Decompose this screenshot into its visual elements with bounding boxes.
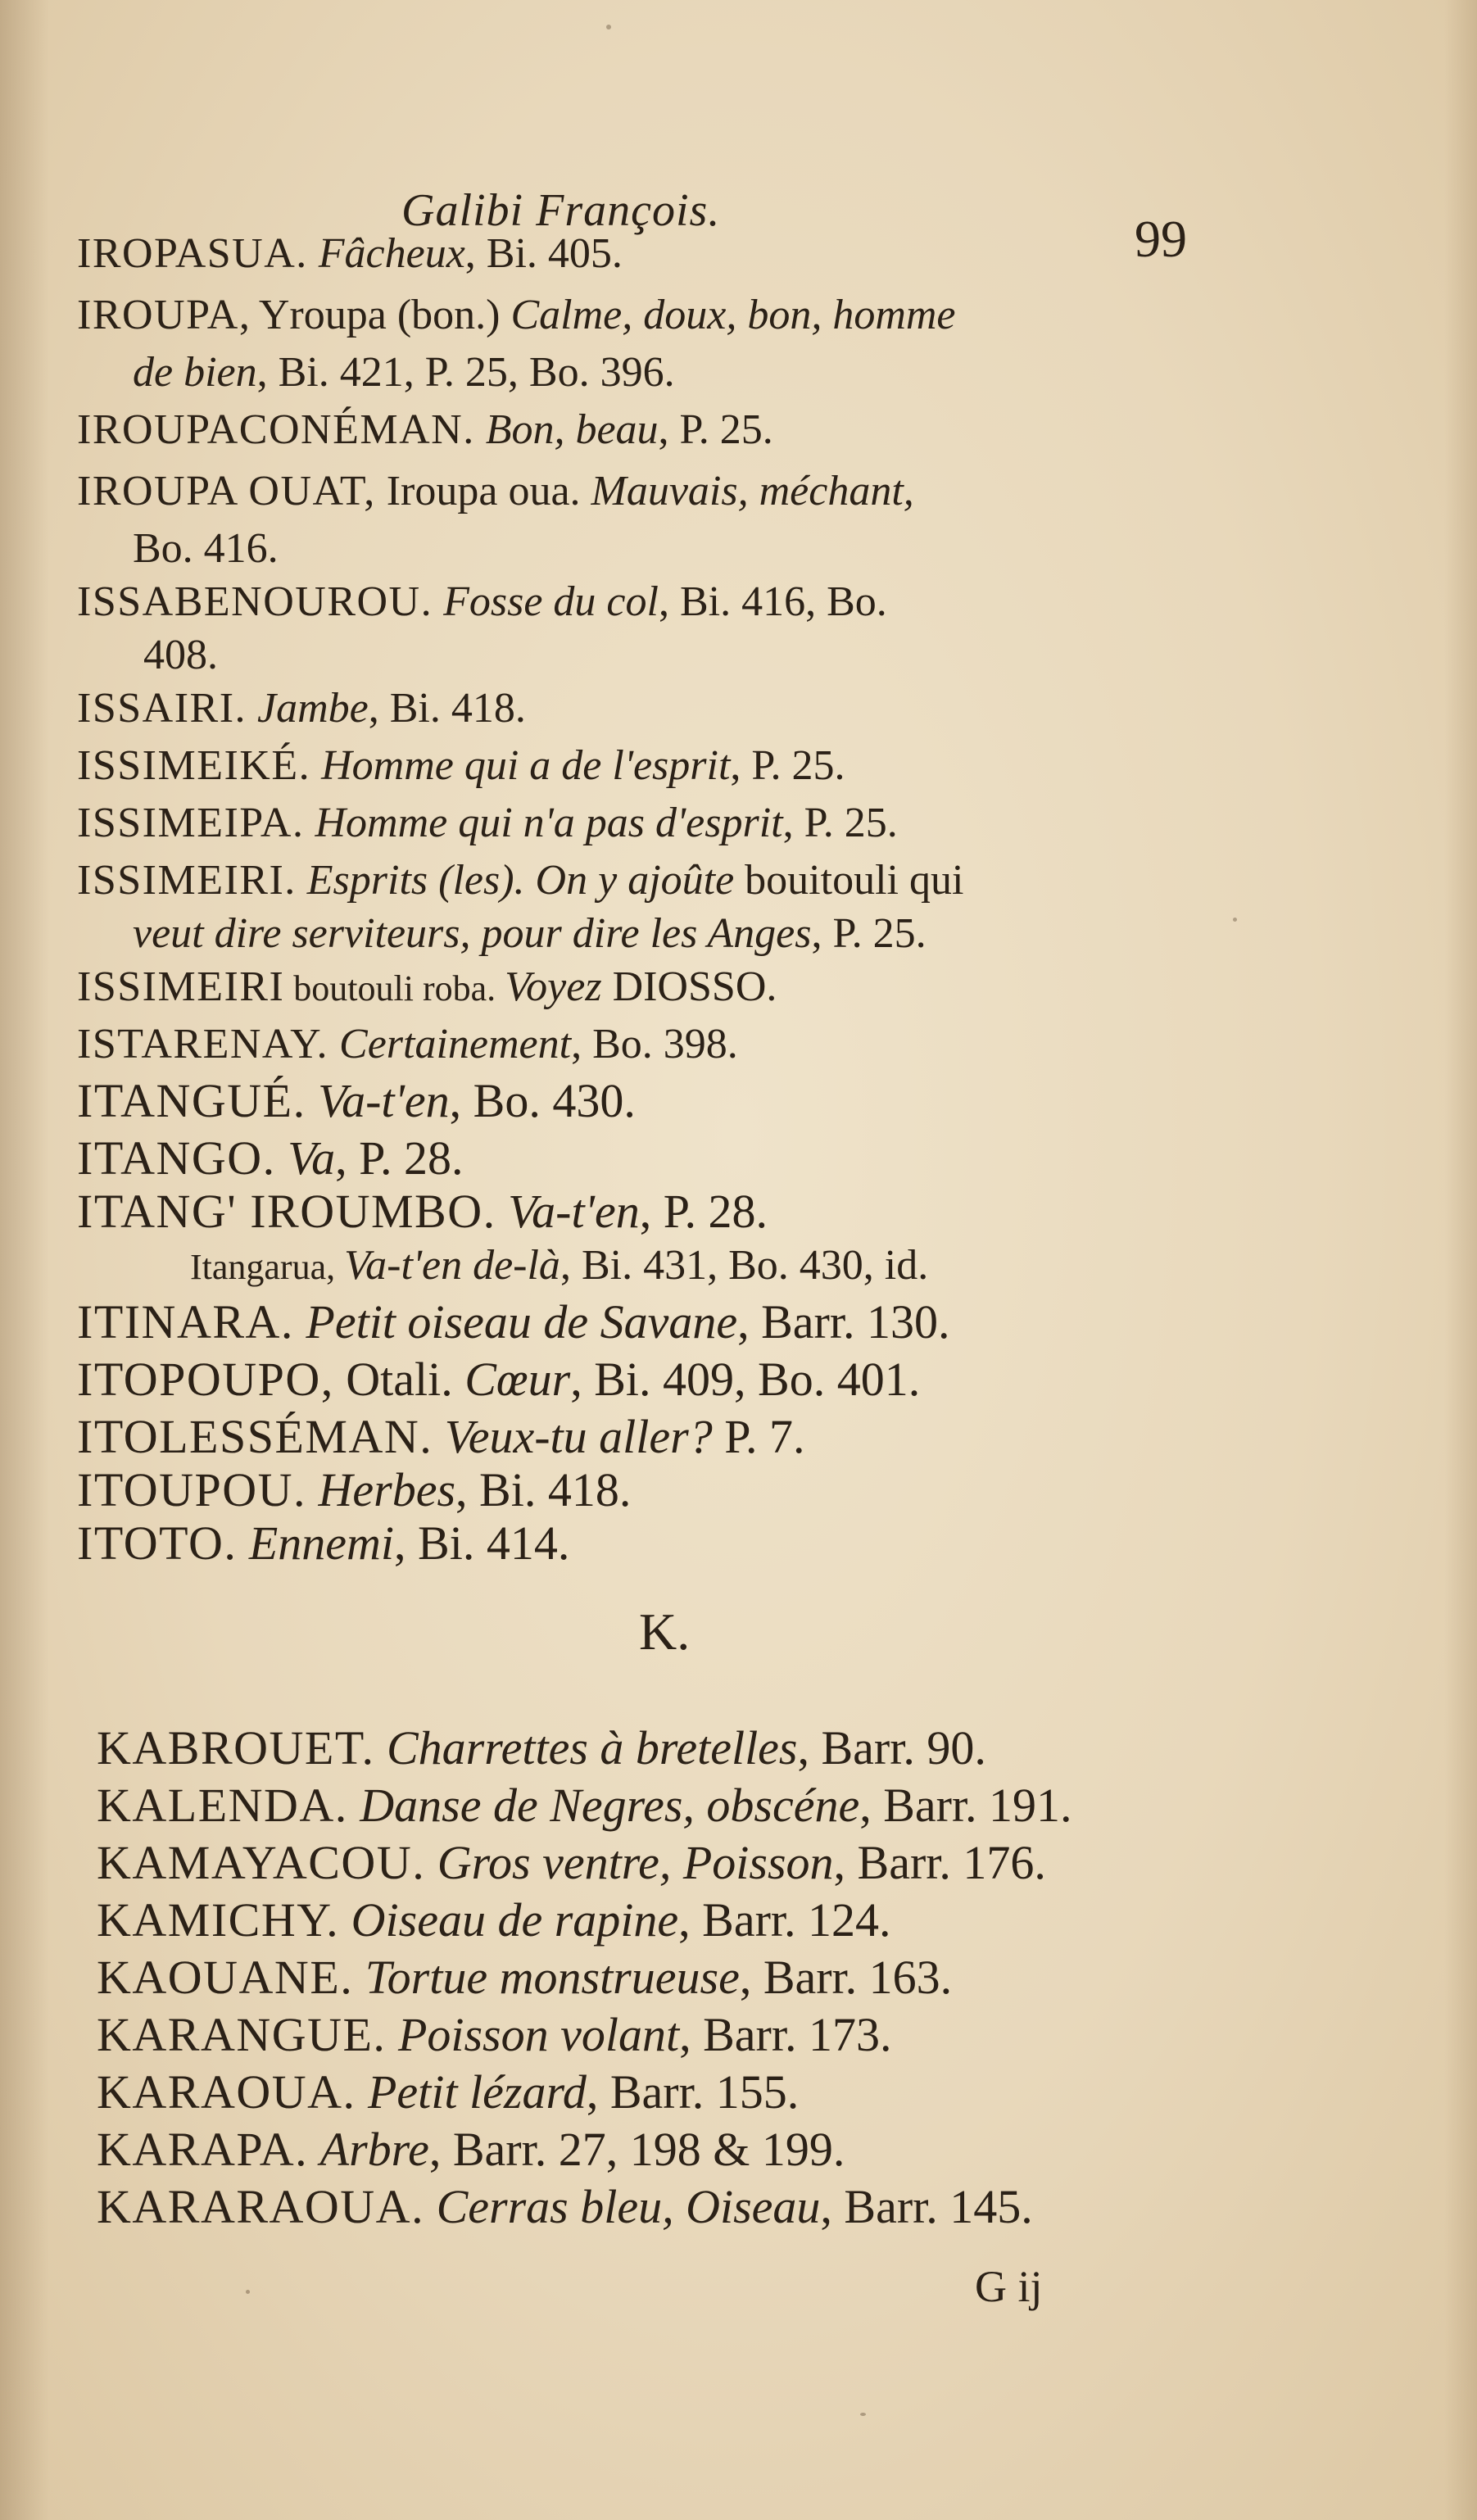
dictionary-entry: ISSIMEIRI boutouli roba. Voyez DIOSSO. [77,963,777,1010]
dictionary-entry: ITOUPOU. Herbes, Bi. 418. [77,1463,632,1516]
dictionary-entry: ITOPOUPO, Otali. Cœur, Bi. 409, Bo. 401. [77,1353,921,1406]
dictionary-entry: ITANGO. Va, P. 28. [77,1131,464,1185]
dictionary-entry: KAOUANE. Tortue monstrueuse, Barr. 163. [97,1951,953,2004]
headword: KAOUANE. [97,1951,354,2004]
page-number: 99 [1135,210,1187,268]
page-edge-shadow [1444,0,1477,2520]
paper-speck [606,25,611,29]
headword: KALENDA. [97,1779,348,1832]
dictionary-entry: ISSABENOUROU. Fosse du col, Bi. 416, Bo. [77,578,887,625]
headword: IROPASUA. [77,230,308,277]
headword: ISSAIRI. [77,685,247,732]
headword: ITOPOUPO, [77,1353,334,1406]
entry-continuation: 408. [143,632,218,678]
dictionary-entry: ISSIMEIRI. Esprits (les). On y ajoûte bouitouli qui [77,857,964,904]
headword: ISSIMEIRI [77,963,285,1010]
dictionary-entry: KALENDA. Danse de Negres, obscéne, Barr. 191. [97,1779,1072,1832]
headword: IROUPA [77,292,239,338]
paper-speck [246,2290,250,2294]
dictionary-entry: KARARAOUA. Cerras bleu, Oiseau, Barr. 145. [97,2180,1033,2233]
headword: ISSIMEIRI. [77,857,297,904]
dictionary-entry: KARAOUA. Petit lézard, Barr. 155. [97,2065,800,2119]
headword: KAMAYACOU. [97,1836,426,1889]
running-head: Galibi François. [401,185,721,236]
paper-speck [1233,918,1237,922]
headword: ISSABENOUROU. [77,578,433,625]
headword: ISTARENAY. [77,1021,329,1067]
dictionary-entry: ITANG' IROUMBO. Va-t'en, P. 28. [77,1185,768,1238]
entry-continuation: Itangarua, Va-t'en de-là, Bi. 431, Bo. 430, id. [190,1242,929,1289]
dictionary-entry: IROPASUA. Fâcheux, Bi. 405. [77,230,623,277]
headword: ITOUPOU. [77,1463,306,1516]
dictionary-entry: KAMAYACOU. Gros ventre, Poisson, Barr. 176. [97,1836,1046,1889]
dictionary-entry: ITOTO. Ennemi, Bi. 414. [77,1516,570,1570]
section-heading: K. [639,1602,691,1661]
dictionary-entry: IROUPA OUAT, Iroupa oua. Mauvais, méchant, [77,468,914,514]
dictionary-entry: ISTARENAY. Certainement, Bo. 398. [77,1021,738,1067]
dictionary-entry: ITINARA. Petit oiseau de Savane, Barr. 130. [77,1295,950,1348]
dictionary-entry: ISSAIRI. Jambe, Bi. 418. [77,685,526,732]
gutter-shadow [0,0,49,2520]
signature-mark: G ij [975,2262,1043,2311]
headword: KABROUET. [97,1721,375,1774]
headword: KARAOUA. [97,2065,356,2119]
headword: KARANGUE. [97,2008,387,2061]
entry-continuation: de bien, Bi. 421, P. 25, Bo. 396. [133,349,675,396]
entry-continuation: veut dire serviteurs, pour dire les Anges, P. 25. [133,910,927,957]
headword: IROUPA OUAT, [77,468,376,514]
headword: ITINARA. [77,1295,294,1348]
headword: ITANG' IROUMBO. [77,1185,496,1238]
headword: ITOLESSÉMAN. [77,1410,433,1463]
headword: IROUPACONÉMAN. [77,406,475,453]
headword: KAMICHY. [97,1893,340,1947]
dictionary-entry: ISSIMEIKÉ. Homme qui a de l'esprit, P. 25. [77,742,845,789]
headword: KARARAOUA. [97,2180,425,2233]
headword: ITANGO. [77,1131,276,1185]
dictionary-entry: IROUPA, Yroupa (bon.) Calme, doux, bon, homme [77,292,956,338]
paper-speck [860,2413,866,2416]
dictionary-entry: KAMICHY. Oiseau de rapine, Barr. 124. [97,1893,891,1947]
headword: ISSIMEIKÉ. [77,742,311,789]
dictionary-entry: ITOLESSÉMAN. Veux-tu aller? P. 7. [77,1410,805,1463]
dictionary-entry: IROUPACONÉMAN. Bon, beau, P. 25. [77,406,773,453]
entry-continuation: Bo. 416. [133,525,279,572]
dictionary-entry: KARAPA. Arbre, Barr. 27, 198 & 199. [97,2123,845,2176]
dictionary-entry: ISSIMEIPA. Homme qui n'a pas d'esprit, P. 25. [77,800,898,846]
dictionary-entry: KABROUET. Charrettes à bretelles, Barr. 90. [97,1721,986,1774]
dictionary-entry: ITANGUÉ. Va-t'en, Bo. 430. [77,1074,636,1127]
headword: KARAPA. [97,2123,309,2176]
headword: ITANGUÉ. [77,1074,306,1127]
headword: ISSIMEIPA. [77,800,305,846]
dictionary-entry: KARANGUE. Poisson volant, Barr. 173. [97,2008,892,2061]
headword: ITOTO. [77,1516,238,1570]
